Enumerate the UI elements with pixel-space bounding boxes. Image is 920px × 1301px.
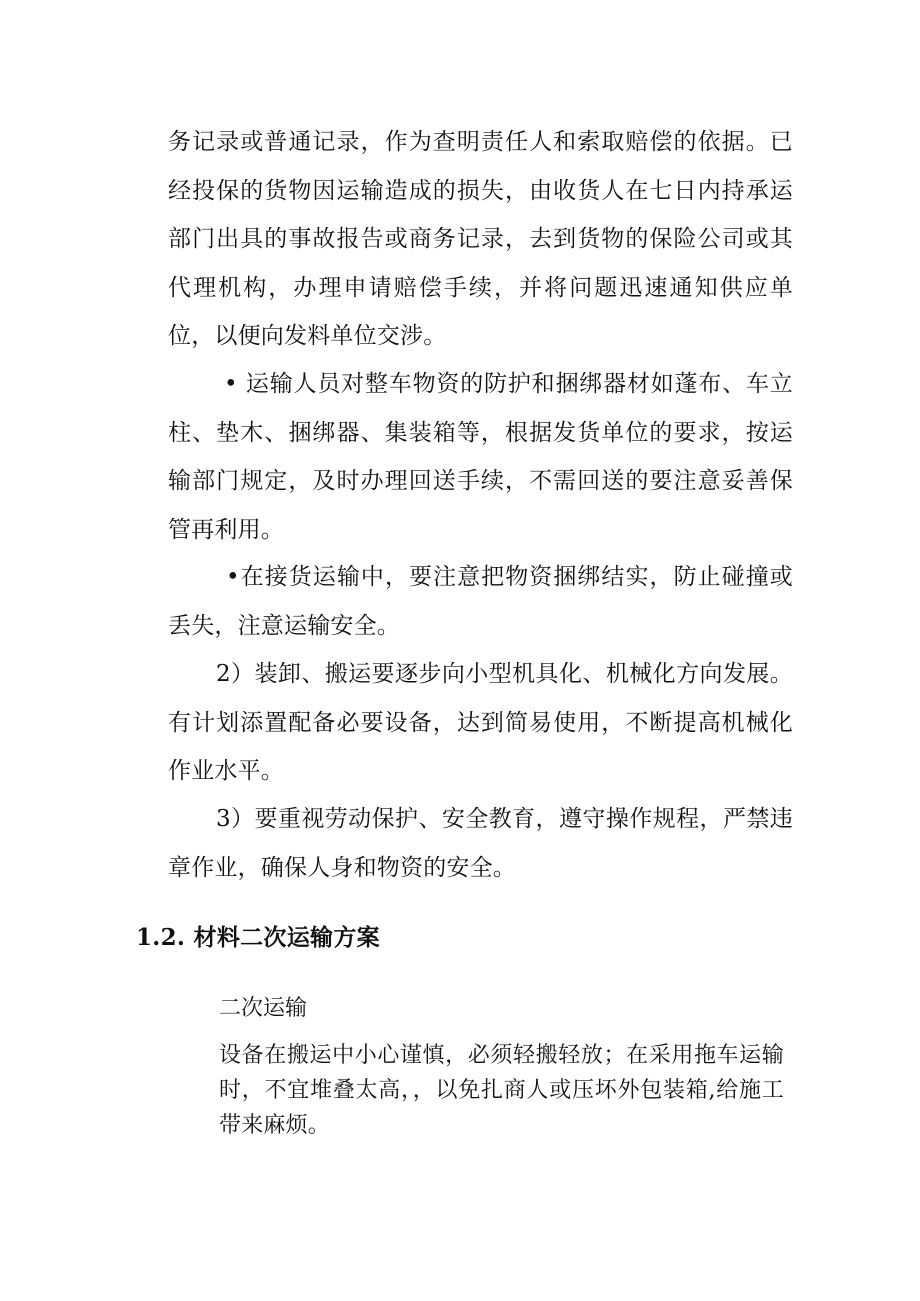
paragraph-bullet-safety: •在接货运输中，要注意把物资捆绑结实，防止碰撞或丢失，注意运输安全。	[168, 564, 793, 639]
section-subheading: 二次运输	[219, 996, 308, 1021]
paragraph-item-3: 3）要重视劳动保护、安全教育，遵守操作规程，严禁违章作业，确保人身和物资的安全。	[168, 806, 793, 881]
paragraph-item-2: 2）装卸、搬运要逐步向小型机具化、机械化方向发展。有计划添置配备必要设备，达到简易使用，不断提高机械化作业水平。	[168, 661, 793, 784]
paragraph-claims: 务记录或普通记录，作为查明责任人和索取赔偿的依据。已经投保的货物因运输造成的损失，由收货人在七日内持承运部门出具的事故报告或商务记录，去到货物的保险公司或其代理机构，办理申请赔偿手续，并将问题迅速通知供应单位，以便向发料单位交涉。	[168, 129, 793, 349]
section-heading: 1.2. 材料二次运输方案	[136, 924, 380, 951]
section-body: 设备在搬运中小心谨慎，必须轻搬轻放；在采用拖车运输时，不宜堆叠太高，，以免扎商人或压坏外包装箱,给施工带来麻烦。	[219, 1043, 784, 1138]
paragraph-bullet-equipment: • 运输人员对整车物资的防护和捆绑器材如蓬布、车立柱、垫木、捆绑器、集装箱等，根据发货单位的要求，按运输部门规定，及时办理回送手续，不需回送的要注意妥善保管再利用。	[168, 371, 793, 543]
